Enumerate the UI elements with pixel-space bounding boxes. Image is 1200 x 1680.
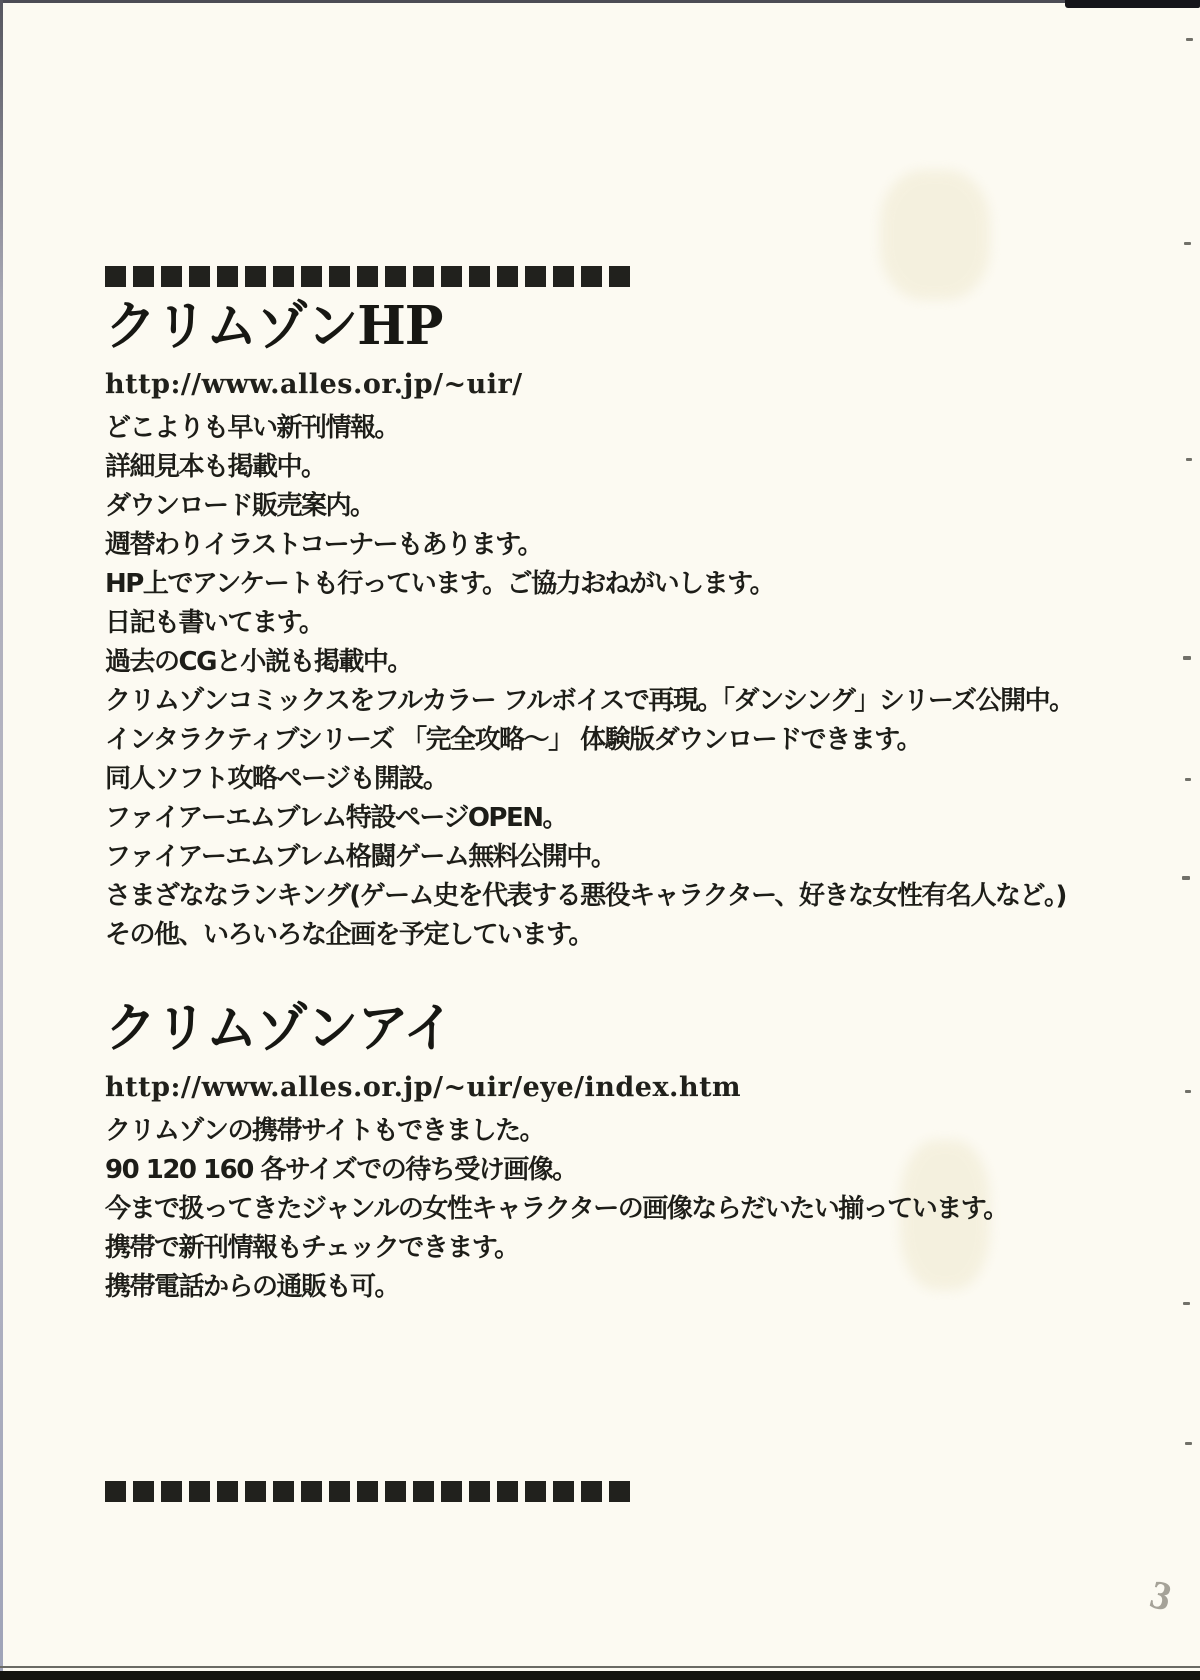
text-line: HP上でアンケートも行っています。ご協力おねがいします。 [105, 569, 775, 600]
text-line: どこよりも早い新刊情報。 [105, 413, 400, 444]
section-title-crimson-hp: クリムゾンHP [105, 295, 443, 357]
divider-square [133, 266, 154, 287]
divider-square [245, 266, 266, 287]
divider-square [441, 266, 462, 287]
scan-speck [1186, 458, 1192, 461]
scan-edge-bottom-line [0, 1666, 1200, 1668]
scan-edge-bottom-band [0, 1671, 1200, 1680]
page-content [105, 266, 1115, 1502]
divider-square [161, 1481, 182, 1502]
divider-square [105, 1481, 126, 1502]
divider-square [469, 266, 490, 287]
divider-square [469, 1481, 490, 1502]
divider-square [245, 1481, 266, 1502]
crimson-hp-url: http://www.alles.or.jp/~uir/ [105, 369, 523, 401]
text-line: インタラクティブシリーズ 「完全攻略～」 体験版ダウンロードできます。 [105, 725, 922, 756]
divider-square [189, 1481, 210, 1502]
text-line: 携帯で新刊情報もチェックできます。 [105, 1232, 519, 1263]
scan-speck [1182, 876, 1190, 880]
text-line: クリムゾンコミックスをフルカラー フルボイスで再現。「ダンシング」シリーズ公開中。 [105, 686, 1074, 717]
divider-square [497, 266, 518, 287]
text-line: 同人ソフト攻略ページも開設。 [105, 764, 448, 795]
divider-square [105, 266, 126, 287]
divider-square [301, 266, 322, 287]
divider-square [357, 1481, 378, 1502]
scan-speck [1183, 656, 1191, 660]
crimson-eye-url: http://www.alles.or.jp/~uir/eye/index.htm [105, 1071, 742, 1103]
crimson-eye-lines [105, 1112, 1115, 1307]
text-line: その他、いろいろな企画を予定しています。 [105, 920, 593, 951]
divider-square [385, 266, 406, 287]
divider-square [189, 266, 210, 287]
divider-square [357, 266, 378, 287]
text-line: さまざななランキング(ゲーム史を代表する悪役キャラクター、好きな女性有名人など。) [105, 881, 1066, 912]
divider-square [161, 266, 182, 287]
divider-square [497, 1481, 518, 1502]
scan-speck [1185, 1442, 1192, 1445]
divider-square [441, 1481, 462, 1502]
divider-square [525, 266, 546, 287]
text-line: ファイアーエムブレム格闘ゲーム無料公開中。 [105, 842, 616, 873]
text-line: ダウンロード販売案内。 [105, 491, 375, 522]
scan-speck [1185, 1090, 1191, 1093]
text-line: 過去のCGと小説も掲載中。 [105, 647, 412, 678]
divider-square [581, 266, 602, 287]
scan-speck [1186, 38, 1193, 41]
scan-edge-left [0, 0, 3, 1680]
scan-speck [1184, 242, 1191, 245]
text-line: クリムゾンの携帯サイトもできました。 [105, 1115, 545, 1146]
divider-square [273, 266, 294, 287]
section-title-crimson-eye: クリムゾンアイ [105, 997, 454, 1060]
divider-square [329, 266, 350, 287]
text-line: 携帯電話からの通販も可。 [105, 1271, 400, 1302]
divider-square [525, 1481, 546, 1502]
text-line: 90 120 160 各サイズでの待ち受け画像。 [105, 1154, 577, 1185]
divider-square [273, 1481, 294, 1502]
text-line: ファイアーエムブレム特設ページOPEN。 [105, 803, 567, 834]
divider-square [553, 1481, 574, 1502]
divider-square [553, 266, 574, 287]
divider-square [133, 1481, 154, 1502]
divider-square [329, 1481, 350, 1502]
scan-edge-top [0, 0, 1200, 3]
scan-edge-top-right [1065, 0, 1200, 8]
divider-square [385, 1481, 406, 1502]
divider-square [217, 266, 238, 287]
crimson-hp-lines [105, 409, 1115, 955]
divider-square [217, 1481, 238, 1502]
scan-speck [1185, 778, 1191, 781]
text-line: 日記も書いてます。 [105, 608, 324, 639]
divider-squares-bottom [105, 1481, 1115, 1502]
divider-square [609, 266, 630, 287]
divider-square [301, 1481, 322, 1502]
divider-squares-top [105, 266, 1115, 287]
text-line: 今まで扱ってきたジャンルの女性キャラクターの画像ならだいたい揃っています。 [105, 1193, 1008, 1224]
divider-square [413, 1481, 434, 1502]
text-line: 週替わりイラストコーナーもあります。 [105, 530, 543, 561]
text-line: 詳細見本も掲載中。 [105, 452, 326, 483]
page-corner-mark: 3 [1145, 1574, 1176, 1621]
divider-square [581, 1481, 602, 1502]
scan-speck [1183, 1302, 1190, 1305]
divider-square [413, 266, 434, 287]
divider-square [609, 1481, 630, 1502]
